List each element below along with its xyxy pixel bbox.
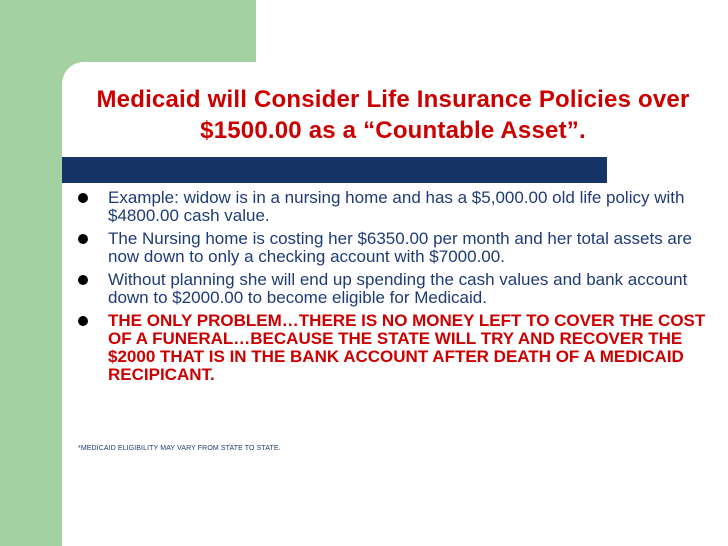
bullet-dot-icon <box>78 193 88 203</box>
title-underline-bar <box>62 157 607 183</box>
bullet-list <box>78 189 710 389</box>
footnote: *MEDICAID ELIGIBILITY MAY VARY FROM STATE TO STATE. <box>78 445 281 452</box>
bullet-text: Without planning she will end up spending the cash values and bank account down to $2000.00 to become eligible for Medicaid. <box>108 270 688 307</box>
bullet-dot-icon <box>78 275 88 285</box>
bullet-dot-icon <box>78 316 88 326</box>
bullet-item <box>78 189 710 225</box>
bullet-text: Example: widow is in a nursing home and has a $5,000.00 old life policy with $4800.00 cash value. <box>108 188 685 225</box>
bullet-text: THE ONLY PROBLEM…THERE IS NO MONEY LEFT TO COVER THE COST OF A FUNERAL…BECAUSE THE STATE WILL TRY AND RECOVER THE $2000 THAT IS IN THE BANK ACCOUNT AFTER DEATH OF A MEDICAID RECIPICANT. <box>108 311 706 384</box>
bullet-item <box>78 271 710 307</box>
slide-title: Medicaid will Consider Life Insurance Policies over $1500.00 as a “Countable Asset”. <box>96 86 690 144</box>
bullet-item <box>78 230 710 266</box>
bullet-text: The Nursing home is costing her $6350.00 per month and her total assets are now down to only a checking account with $7000.00. <box>108 229 693 266</box>
bullet-item-warning <box>78 312 710 384</box>
bullet-dot-icon <box>78 234 88 244</box>
